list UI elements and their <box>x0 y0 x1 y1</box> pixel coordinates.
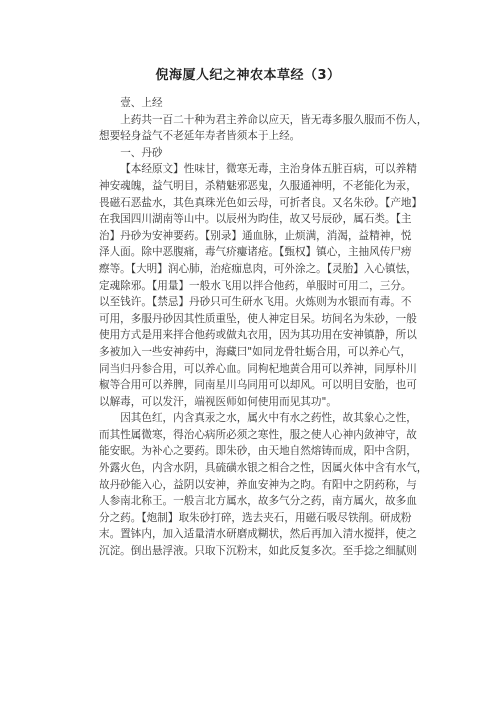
text-line: 多被加入一些安神药中，海藏曰"如同龙骨牡蛎合用，可以养心气， <box>99 345 412 358</box>
text-line: 外露火色，内含水阴，具硫磺水银之相合之性，因属火体中含有水气， <box>99 462 428 475</box>
text-line: 神安魂魄，益气明目，杀精魅邪恶鬼，久服通神明，不老能化为汞， <box>99 179 417 192</box>
text-line: 椒等合用可以养脾，同南星川乌同用可以却风。可以明目安胎，也可 <box>99 379 417 392</box>
text-line: 泽人面。除中恶腹痛，毒气疥瘻诸疮。【甄权】镇心，主抽风传尸痨 <box>99 246 412 259</box>
text-line: 分之药。【炮制】取朱砂打碎，选去夹石，用磁石吸尽铁削。研成粉 <box>99 511 412 524</box>
text-line: 畏磁石恶盐水，其色真珠光色如云母，可折者良。又名朱砂。【产地】 <box>99 196 423 209</box>
text-line: 【本经原文】性味甘，微寒无毒，主治身体五脏百病，可以养精 <box>120 163 417 176</box>
text-line: 在我国四川湖南等山中。以辰州为昀佳，故又号辰砂，属石类。【主 <box>99 213 412 226</box>
text-line: 瘵等。【大明】润心肺，治疮痂息肉，可外涂之。【灵胎】入心镇怯， <box>99 262 417 275</box>
paragraph-2 <box>99 410 431 559</box>
text-line: 可用，多服丹砂因其性质重坠，使人神定目呆。坊间名为朱砂，一般 <box>99 312 417 325</box>
item-heading: 一、丹砂 <box>120 146 163 159</box>
text-line: 使用方式是用来拌合他药或做丸衣用，因为其功用在安神镇静，所以 <box>99 329 417 342</box>
text-line: 治】丹砂为安神要药。【别录】通血脉，止烦满，消渴，益精神，悦 <box>99 229 412 242</box>
paragraph-1 <box>99 161 431 410</box>
text-line: 以至钱许。【禁忌】丹砂只可生研水飞用。火炼则为水银而有毒。不 <box>99 296 412 309</box>
intro-paragraph <box>99 112 431 145</box>
text-line: 人参南北称王。一般言北方属水，故多气分之药，南方属火，故多血 <box>99 495 417 508</box>
text-line: 想要轻身益气不老延年寿者皆须本于上经。 <box>99 130 301 143</box>
section-heading: 壹、上经 <box>120 97 163 109</box>
text-line: 而其性属微寒，得治心病所必须之寒性，服之使人心神内敛神守，故 <box>99 428 417 441</box>
text-line: 能安眠。为补心之要药。即朱砂，由天地自然熔铸而成，阳中含阴， <box>99 445 417 458</box>
text-line: 上药共一百二十种为君主养命以应天，皆无毒多服久服而不伤人， <box>120 113 428 126</box>
text-line: 沉淀。倒出悬浮液。只取下沉粉末，如此反复多次。至手捻之细腻则 <box>99 545 417 558</box>
text-line: 以解毒，可以发汗，端视医师如何使用而见其功"。 <box>99 395 337 408</box>
text-line: 同当归丹参合用，可以养心血。同枸杞地黄合用可以养神，同厚朴川 <box>99 362 417 375</box>
text-line: 故丹砂能入心，益阴以安神，养血安神为之昀。有阳中之阴药称，与 <box>99 478 417 491</box>
text-line: 定魂除邪。【用量】一般水飞用以拌合他药，单服时可用二，三分。 <box>99 279 412 292</box>
text-line: 末。置钵内，加入适量清水研磨成糊状，然后再加入清水搅拌，使之 <box>99 528 417 541</box>
document-title: 倪海厦人纪之神农本草经（3） <box>155 68 341 83</box>
document-body <box>99 95 431 560</box>
text-line: 因其色红，内含真汞之水，属火中有水之药性，故其象心之性， <box>120 412 417 425</box>
